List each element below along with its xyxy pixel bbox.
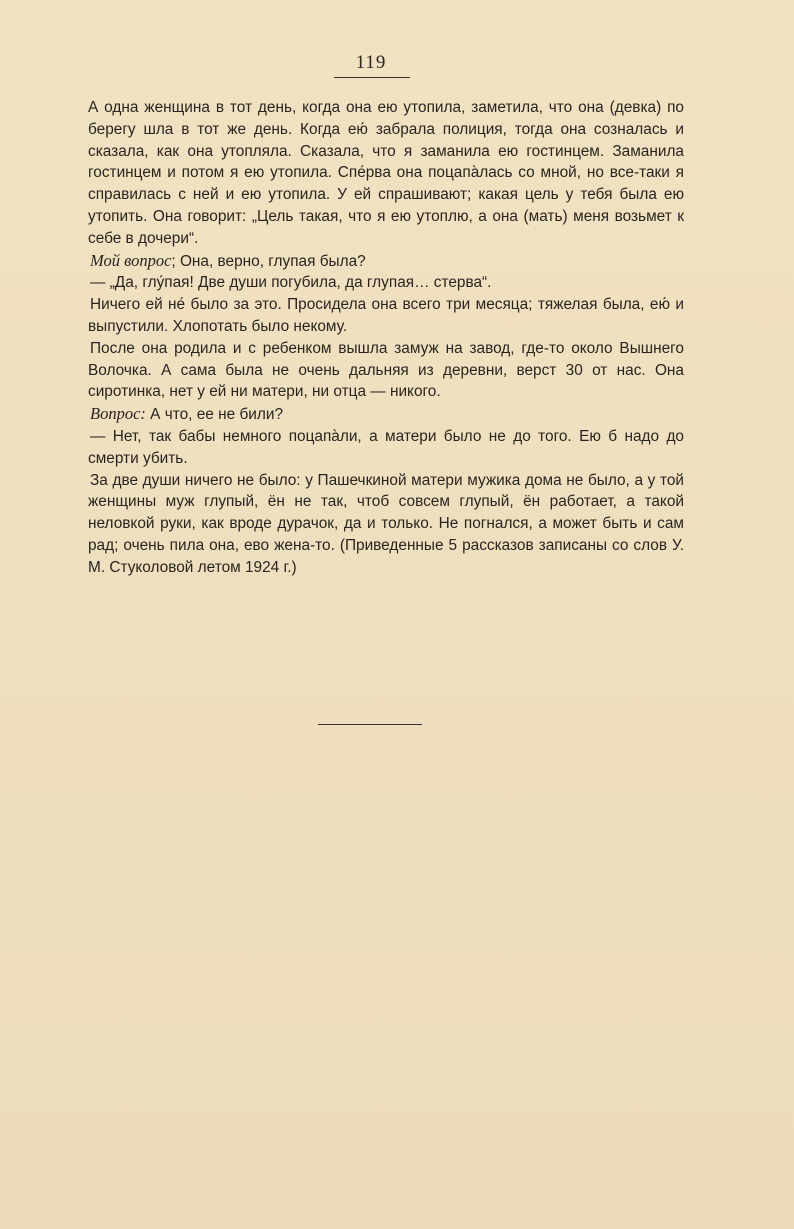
paragraph-1: А одна женщина в тот день, когда она ею утопила, заметила, что она (девка) по берегу шла в тот же день. Когда ею́ забрала полиция, тогда она созналась и сказала, как она утопляла. Сказала, что я заманила ею гостинцем. Заманила гостинцем и потом я ею утопила. Спе́рва она поцапа̀лась со мной, но все-таки я справилась с ней и ею утопила. У ей спрашивают; какая цель у тебя была ею утопить. Она говорит: „Цель такая, что я ею утоплю, а она (мать) меня возьмет к себе в дочери“.	[88, 99, 684, 247]
question-label: Вопрос:	[90, 404, 146, 424]
question-label-mine: Мой вопрос	[90, 250, 172, 270]
paragraph-7: — Нет, так бабы немного поцапа̀ли, а матери было не до того. Ею б надо до смерти убить.	[88, 427, 684, 467]
body-text	[88, 97, 684, 579]
paragraph-4: Ничего ей не́ было за это. Просидела она всего три месяца; тяжелая была, ею́ и выпустили. Хлопотать было некому.	[88, 296, 684, 335]
paragraph-5: После она родила и с ребенком вышла замуж на завод, где-то около Вышнего Волочка. А сама была не очень дальняя из деревни, верст 30 от нас. Она сиротинка, нет у ей ни матери, ни отца — никого.	[88, 339, 684, 401]
paragraph-6	[88, 403, 684, 426]
paragraph-8: За две души ничего не было: у Пашечкиной матери мужика дома не было, а у той женщины муж глупый, ён не так, чтоб совсем глупый, ён работает, а такой неловкой руки, как вроде дурачок, да и только. Не погнался, а может быть и сам рад; очень пила она, ево жена-то. (Приведенные 5 рассказов записаны со слов У. М. Стуколовой летом 1924 г.)	[88, 471, 684, 576]
paragraph-3: — „Да, глу́пая! Две души погубила, да глупая… стерва“.	[90, 274, 492, 292]
paragraph-2-text: ; Она, верно, глупая была?	[171, 252, 366, 270]
section-end-rule	[318, 724, 422, 725]
page-number-rule	[334, 77, 410, 78]
page-number: 119	[355, 52, 387, 73]
paragraph-2	[88, 250, 684, 273]
paragraph-6-text: А что, ее не били?	[145, 406, 284, 424]
